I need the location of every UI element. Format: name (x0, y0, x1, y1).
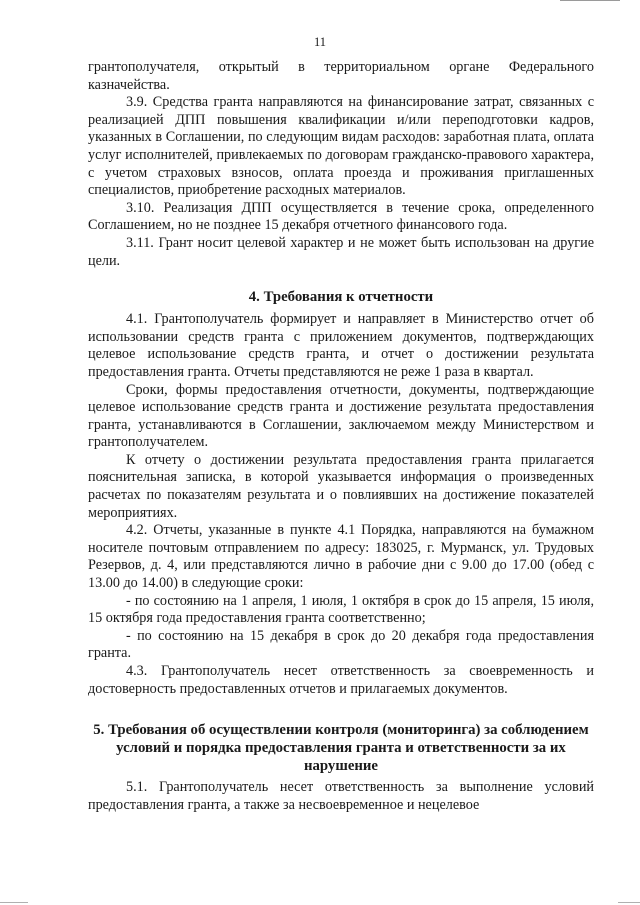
paragraph-5-1: 5.1. Грантополучатель несет ответственность за выполнение условий предоставления гранта, а также за несвоевременное и нецелевое (88, 779, 594, 813)
paragraph-3-9: 3.9. Средства гранта направляются на финансирование затрат, связанных с реализацией ДПП повышения квалификации и/или переподготовки кадров, указанных в Соглашении, по следующим видам расходов: заработная плата, оплата услуг исполнителей, привлекаемых по договорам гражданско-правового характера, с учетом страховых взносов, оплата проезда и проживания приглашенных специалистов, приобретение расходных материалов. (88, 94, 594, 199)
list-item-december-deadline: - по состоянию на 15 декабря в срок до 20 декабря года предоставления гранта. (88, 627, 594, 662)
paragraph-explanatory-note: К отчету о достижении результата предоставления гранта прилагается пояснительная записка, в которой указывается информация о произведенных расчетах по показателям результата и о повлиявших на достижение показателей мероприятиях. (88, 451, 594, 521)
paragraph-deadlines-forms: Сроки, формы предоставления отчетности, документы, подтверждающие целевое использование средств гранта и достижение результата предоставления гранта, устанавливаются в Соглашении, заключаемом между Министерством и грантополучателем. (88, 381, 594, 451)
paragraph-4-1: 4.1. Грантополучатель формирует и направляет в Министерство отчет об использовании средств гранта с приложением документов, подтверждающих целевое использование средств гранта, и отчет о достижении результата предоставления гранта. Отчеты представляются не реже 1 раза в квартал. (88, 311, 594, 380)
paragraph-3-10: 3.10. Реализация ДПП осуществляется в течение срока, определенного Соглашением, но не позднее 15 декабря отчетного финансового года. (88, 199, 594, 234)
list-item-quarterly-deadline: - по состоянию на 1 апреля, 1 июля, 1 октября в срок до 15 апреля, 15 июля, 15 октября года предоставления гранта соответственно; (88, 592, 594, 627)
paragraph-3-11: 3.11. Грант носит целевой характер и не может быть использован на другие цели. (88, 234, 594, 269)
section-heading-4: 4. Требования к отчетности (248, 289, 434, 306)
document-body (88, 59, 594, 814)
page-number: 11 (313, 35, 327, 49)
section-heading-5: 5. Требования об осуществлении контроля (мониторинга) за соблюдением условий и порядка предоставления гранта и ответственности за их нарушение (93, 722, 589, 775)
scan-edge-mark (618, 902, 640, 903)
paragraph: грантополучателя, открытый в территориальном органе Федерального казначейства. (88, 59, 594, 93)
scan-edge-mark (560, 0, 620, 1)
paragraph-4-3: 4.3. Грантополучатель несет ответственность за своевременность и достоверность предоставленных отчетов и прилагаемых документов. (88, 663, 594, 697)
scan-edge-mark (0, 902, 28, 903)
paragraph-4-2: 4.2. Отчеты, указанные в пункте 4.1 Порядка, направляются на бумажном носителе почтовым отправлением по адресу: 183025, г. Мурманск, ул. Трудовых Резервов, д. 4, или представляются лично в рабочие дни с 9.00 до 17.00 (обед с 13.00 до 14.00) в следующие сроки: (88, 522, 594, 592)
